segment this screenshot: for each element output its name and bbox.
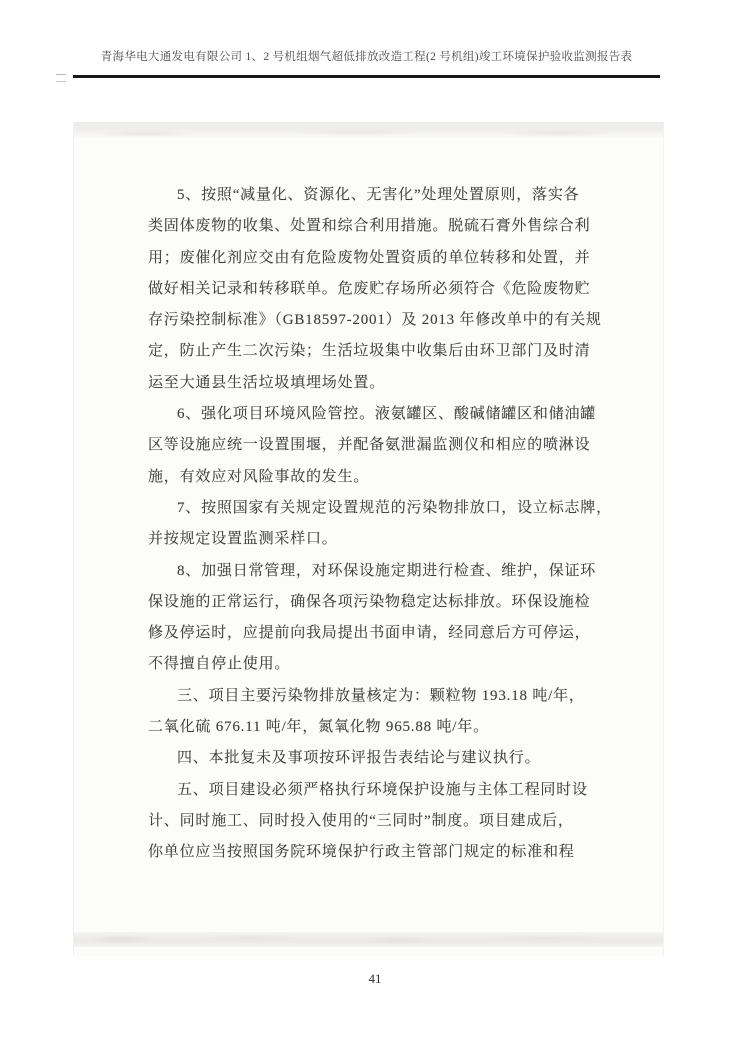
page-header-title: 青海华电大通发电有限公司 1、2 号机组烟气超低排放改造工程(2 号机组)竣工环境保护验收监测报告表 xyxy=(100,51,633,63)
text-line: 用；废催化剂应交由有危险废物处置资质的单位转移和处置，并 xyxy=(148,249,591,266)
text-line: 定，防止产生二次污染；生活垃圾集中收集后由环卫部门及时清 xyxy=(148,343,591,360)
text-line: 计、同时施工、同时投入使用的“三同时”制度。项目建成后， xyxy=(148,812,574,829)
text-line: 做好相关记录和转移联单。危废贮存场所必须符合《危险废物贮 xyxy=(148,280,591,297)
text-line: 7、按照国家有关规定设置规范的污染物排放口，设立标志牌， xyxy=(177,499,612,516)
text-line: 三、项目主要污染物排放量核定为：颗粒物 193.18 吨/年， xyxy=(177,687,585,704)
text-line: 四、本批复未及事项按环评报告表结论与建议执行。 xyxy=(177,750,541,767)
text-line: 存污染控制标准》（GB18597-2001）及 2013 年修改单中的有关规 xyxy=(148,312,602,329)
text-line: 不得擅自停止使用。 xyxy=(148,656,291,673)
scanned-page-image xyxy=(73,122,664,956)
scan-top-edge xyxy=(74,122,663,139)
text-line: 5、按照“减量化、资源化、无害化”处理处置原则，落实各 xyxy=(177,187,580,203)
text-line: 你单位应当按照国务院环境保护行政主管部门规定的标准和程 xyxy=(148,844,575,861)
text-line: 运至大通县生活垃圾填埋场处置。 xyxy=(148,374,386,391)
text-line: 五、项目建设必须严格执行环境保护设施与主体工程同时设 xyxy=(177,781,588,798)
text-line: 类固体废物的收集、处置和综合利用措施。脱硫石膏外售综合利 xyxy=(148,218,591,235)
text-line: 并按规定设置监测采样口。 xyxy=(148,531,338,548)
scan-bottom-edge xyxy=(74,932,663,947)
scan-artifact xyxy=(56,74,66,82)
text-line: 区等设施应统一设置围堰，并配备氨泄漏监测仪和相应的喷淋设 xyxy=(148,437,591,454)
text-line: 8、加强日常管理，对环保设施定期进行检查、维护，保证环 xyxy=(177,562,597,579)
text-line: 施，有效应对风险事故的发生。 xyxy=(148,468,370,485)
document-body xyxy=(148,180,622,869)
text-line: 二氧化硫 676.11 吨/年，氮氧化物 965.88 吨/年。 xyxy=(148,719,489,736)
text-line: 保设施的正常运行，确保各项污染物稳定达标排放。环保设施检 xyxy=(148,593,591,610)
text-line: 6、强化项目环境风险管控。液氨罐区、酸碱储罐区和储油罐 xyxy=(177,406,597,423)
text-line: 修及停运时，应提前向我局提出书面申请，经同意后方可停运， xyxy=(148,625,591,642)
page-number: 41 xyxy=(368,971,382,986)
header-rule xyxy=(73,75,660,78)
